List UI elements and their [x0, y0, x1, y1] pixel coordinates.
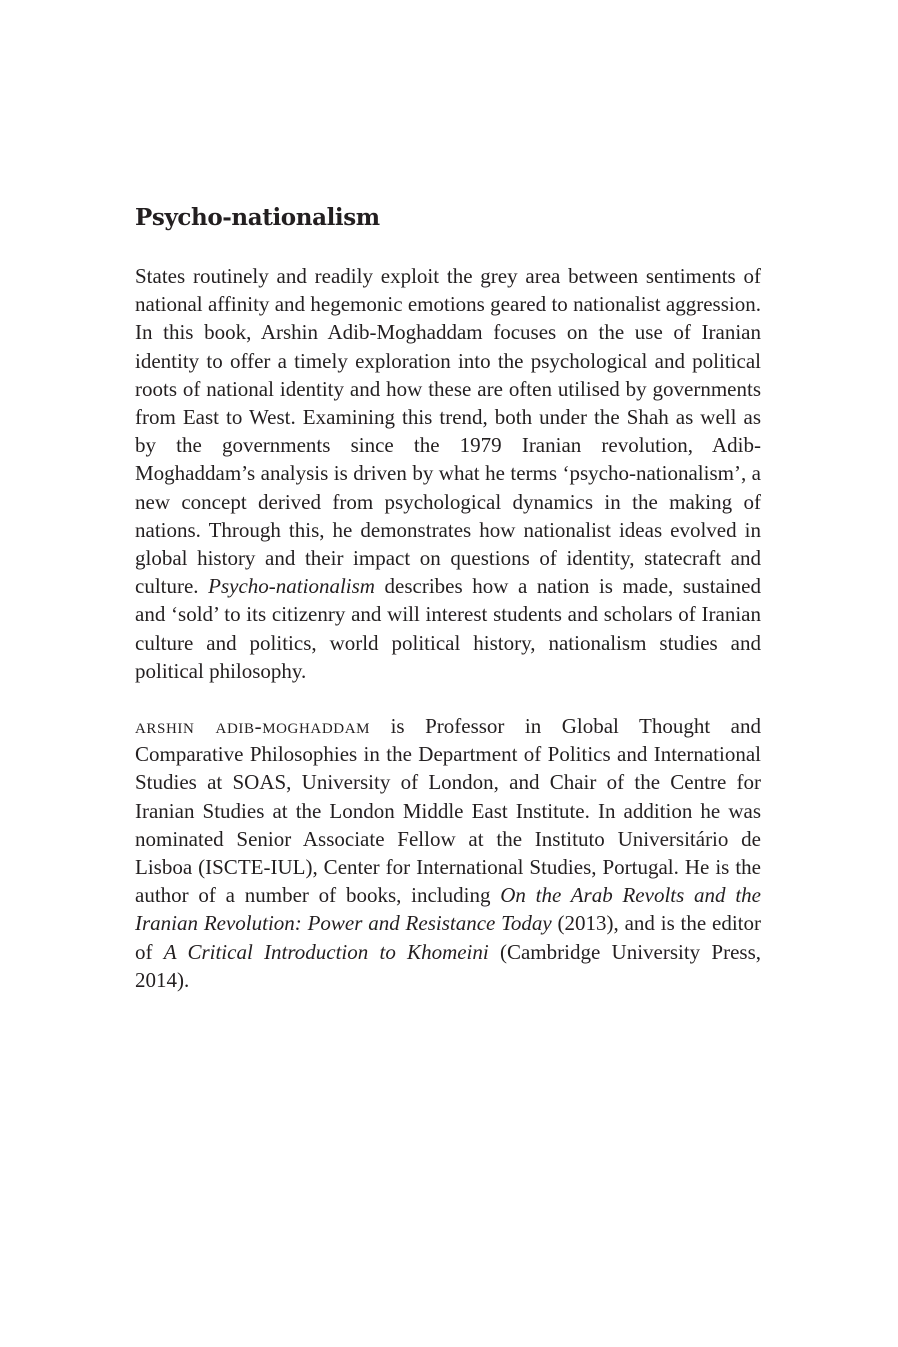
author-bio-paragraph	[135, 712, 761, 994]
page-title: Psycho-nationalism	[135, 204, 380, 231]
author-bio-text1: is Professor in Global Thought and Comparative Philosophies in the Department of Politics and International Studies at SOAS, University of London, and Chair of the Centre for Iranian Studies at the London Middle East Institute. In addition he was nominated Senior Associate Fellow at the Instituto Universitário de Lisboa (ISCTE-IUL), Center for International Studies, Portugal. He is the author of a number of books, including	[135, 714, 761, 908]
book-title-khomeini: A Critical Introduction to Khomeini	[163, 939, 489, 964]
book-title-arab-revolts: On the Arab Revolts and the Iranian Revolution: Power and Resistance Today	[135, 883, 761, 936]
author-bio-text3: (Cambridge University Press, 2014).	[135, 939, 762, 992]
book-description-paragraph	[135, 262, 761, 685]
book-title-italic: Psycho-nationalism	[208, 574, 375, 599]
description-text-part1: States routinely and readily exploit the grey area between sentiments of national affinity and hegemonic emotions geared to nationalist aggression. In this book, Arshin Adib-Moghaddam focuses on the use of Iranian identity to offer a timely exploration into the psychological and political roots of national identity and how these are often utilised by governments from East to West. Examining this trend, both under the Shah as well as by the governments since the 1979 Iranian revolution, Adib-Moghaddam’s analysis is driven by what he terms ‘psycho-nationalism’, a new concept derived from psychological dynamics in the making of nations. Through this, he demonstrates how nationalist ideas evolved in global history and their impact on questions of identity, statecraft and culture.	[135, 264, 761, 599]
author-name: arshin adib-moghaddam	[135, 714, 371, 738]
description-text-part2: describes how a nation is made, sustained and ‘sold’ to its citizenry and will interest students and scholars of Iranian culture and politics, world political history, nationalism studies and political philosophy.	[135, 574, 761, 683]
author-bio-text2: (2013), and is the editor of	[135, 911, 761, 964]
